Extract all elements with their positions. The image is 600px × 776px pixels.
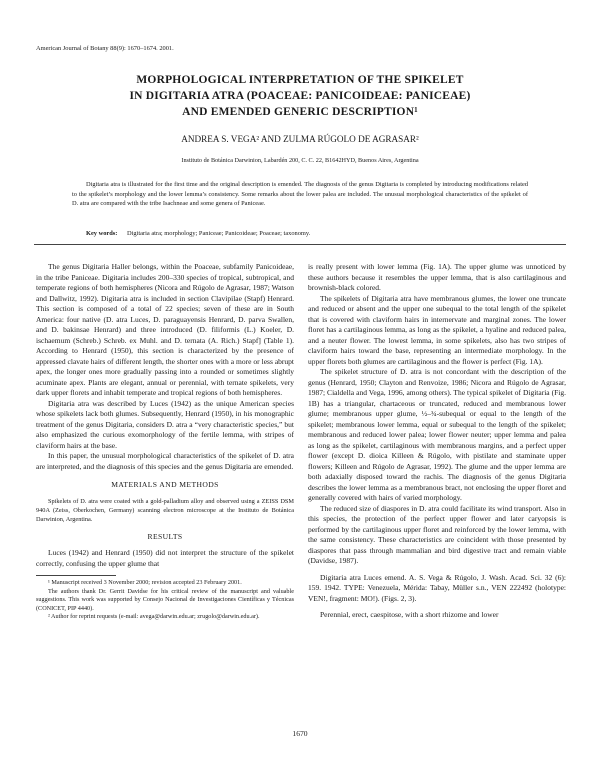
header-divider [34, 244, 566, 245]
results-paragraph-3: The spikelet structure of D. atra is not concordant with the description of the genus (Henrard, 1950; Clayton and Renvoize, 1986; Nicora and Rúgolo de Agrasar, 1987; Cialdella and Vega, 1996, among others). The typical spikelet of Digitaria (Fig. 1B) has a triangular, chartaceous or truncated, reduced and membranous lower glume; membranous upper glume, ½–¾-subequal or equal to the length of the spikelet; membranous lower lemma, equal or subequal to the length of the spikelet; membranous and reduced lower palea; lower flower neuter; upper lemma and palea as long as the spikelet, cartilaginous with membranous margins, and a perfect upper flower (except D. dioica Killeen & Rúgolo, with pistilate and staminate upper flowers; Killeen and Rúgolo de Agrasar, 1992). The glume and the upper lemma are both adaxially disposed toward the rachis. The diagnosis of the genus Digitaria describes the lower lemma as a membranous bract, not enclosing the upper floret and generally covered with hairs of varied morphology. [308, 367, 566, 502]
intro-paragraph-3: In this paper, the unusual morphological characteristics of the spikelet of D. atra are interpreted, and the diagnosis of this species and the genus Digitaria are emended. [36, 451, 294, 471]
keywords-label: Key words: [86, 230, 118, 237]
results-heading: RESULTS [147, 531, 183, 541]
species-treatment: Digitaria atra Luces emend. A. S. Vega & Rúgolo, J. Wash. Acad. Sci. 32 (6): 159. 1942. TYPE: Venezuela, Mérida: Tabay, Müller s.n., VEN 222492 (holotype: VEN!, fragment: MO!). (Figs. 2, 3). [308, 572, 566, 603]
affiliation: Instituto de Botánica Darwinion, Labardén 200, C. C. 22, B1642HYD, Buenos Aires, Argentina [181, 157, 419, 164]
journal-citation: American Journal of Botany 88(9): 1670–1674. 2001. [36, 45, 174, 52]
intro-paragraph-1: The genus Digitaria Haller belongs, within the Poaceae, subfamily Panicoideae, in the tribe Paniceae. Digitaria includes 200–330 species of tropical, subtropical, and temperate regions of both hemispheres (Nicora and Rúgolo de Agrasar, 1987; Watson and Dallwitz, 1992). Digitaria atra is included in section Clavipilae (Stapf) Henrard. This section is composed of a total of 22 species; seven of these are in South America: four native (D. atra Luces, D. paraguayensis Henrard, D. parva Swallen, and D. bakinsae Henrard) and three introduced (D. filiformis (L.) Koeler, D. ischaemum (Schreb.) Schreb. ex Muhl. and D. ternata (A. Rich.) Stapf] (Table 1). According to Henrard (1950), this section is characterized by the presence of appressed clavate hairs of different length, the shorter ones with a more or less abrupt apex, the longer ones more gradually passing into a rounded or sometimes slightly acuminate apex. Plants are elegant, annual or perennial, with ternate spikelets, very dark upper florets and inhabit temperate and tropical regions of both hemispheres. [36, 262, 294, 397]
paper-title-line-1: MORPHOLOGICAL INTERPRETATION OF THE SPIKELET [136, 74, 464, 86]
left-column [36, 262, 294, 622]
paper-title-line-3: AND EMENDED GENERIC DESCRIPTION¹ [182, 106, 418, 118]
results-paragraph-1: is really present with lower lemma (Fig. 1A). The upper glume was unnoticed by these authors because it resembles the upper lemma, that is also cartilaginous and brownish-black colored. [308, 262, 566, 292]
keywords-text: Digitaria atra; morphology; Paniceae; Panicoideae; Poaceae; taxonomy. [127, 230, 311, 237]
keywords [86, 230, 310, 237]
description-start: Perennial, erect, caespitose, with a short rhizome and lower [320, 610, 499, 619]
page-number: 1670 [292, 729, 308, 738]
footnote-3: ² Author for reprint requests (e-mail: avega@darwin.edu.ar; zrugolo@darwin.edu.ar). [48, 613, 260, 621]
results-paragraph-4: The reduced size of diaspores in D. atra could facilitate its wind transport. Also in this species, the protection of the perfect upper flower and later caryopsis is performed by the cartilaginous upper floret and reinforced by the lower lemma, with the same consistency. These characteristics are coincident with those presented by diaspores that pass through mammalian and bird digestive tract and remain viable (Davidse, 1987). [308, 503, 566, 565]
footnote-1: ¹ Manuscript received 3 November 2000; revision accepted 23 February 2001. [48, 579, 242, 586]
paper-title-line-2: IN DIGITARIA ATRA (POACEAE: PANICOIDEAE: PANICEAE) [129, 90, 471, 102]
results-text: Luces (1942) and Henrard (1950) did not interpret the structure of the spikelet correctly, confusing the upper glume that [36, 548, 294, 568]
intro-paragraph-2: Digitaria atra was described by Luces (1942) as the unique American species whose spikelets lack both glumes. Subsequently, Henrard (1950), in his monographic treatment of the genus Digitaria, considers D. atra a “very characteristic species,” but also emphasized the curious exomorphology of the fertile lemma, with stripes of claviform hairs at the base. [36, 398, 294, 450]
abstract: Digitaria atra is illustrated for the first time and the original description is emended. The diagnosis of the genus Digitaria is completed by introducing modifications related to the spikelet’s morphology and the lower lemma’s consistency. Some remarks about the lower palea are included. The unusual morphological characteristics of the spikelet of D. atra are compared with the tribe Isachneae and some genera of Paniceae. [72, 181, 528, 208]
results-paragraph-2: The spikelets of Digitaria atra have membranous glumes, the lower one truncate and reduced or absent and the upper one subequal to the total length of the spikelet that is covered with claviform hairs in internervate and marginal zones. The lower floret has a cartilaginous lemma, as long as the spikelet, a hyaline and reduced palea, and a neuter flower. The lowest lemma, in some spikelets, also has two stripes of claviform hairs toward the base, representing an intermediate morphology. In the upper florets both glumes are cartilaginous and the flower is perfect (Fig. 1A). [308, 293, 566, 366]
methods-heading: MATERIALS AND METHODS [111, 480, 219, 489]
authors: ANDREA S. VEGA² AND ZULMA RÚGOLO DE AGRASAR² [181, 134, 419, 144]
methods-text: Spikelets of D. atra were coated with a gold-palladium alloy and observed using a ZEISS DSM 940A (Zeiss, Oberkochen, Germany) scanning electron microscope at the Instituto de Botánica Darwinion, Argentina. [36, 497, 294, 523]
footnote-2: The authors thank Dr. Gerrit Davidse for his critical review of the manuscript and valuable suggestions. This work was supported by Consejo Nacional de Investigaciones Científicas y Técnicas (CONICET, PIP 4440). [36, 587, 294, 612]
right-column [308, 262, 566, 621]
footnote-divider [36, 575, 116, 576]
